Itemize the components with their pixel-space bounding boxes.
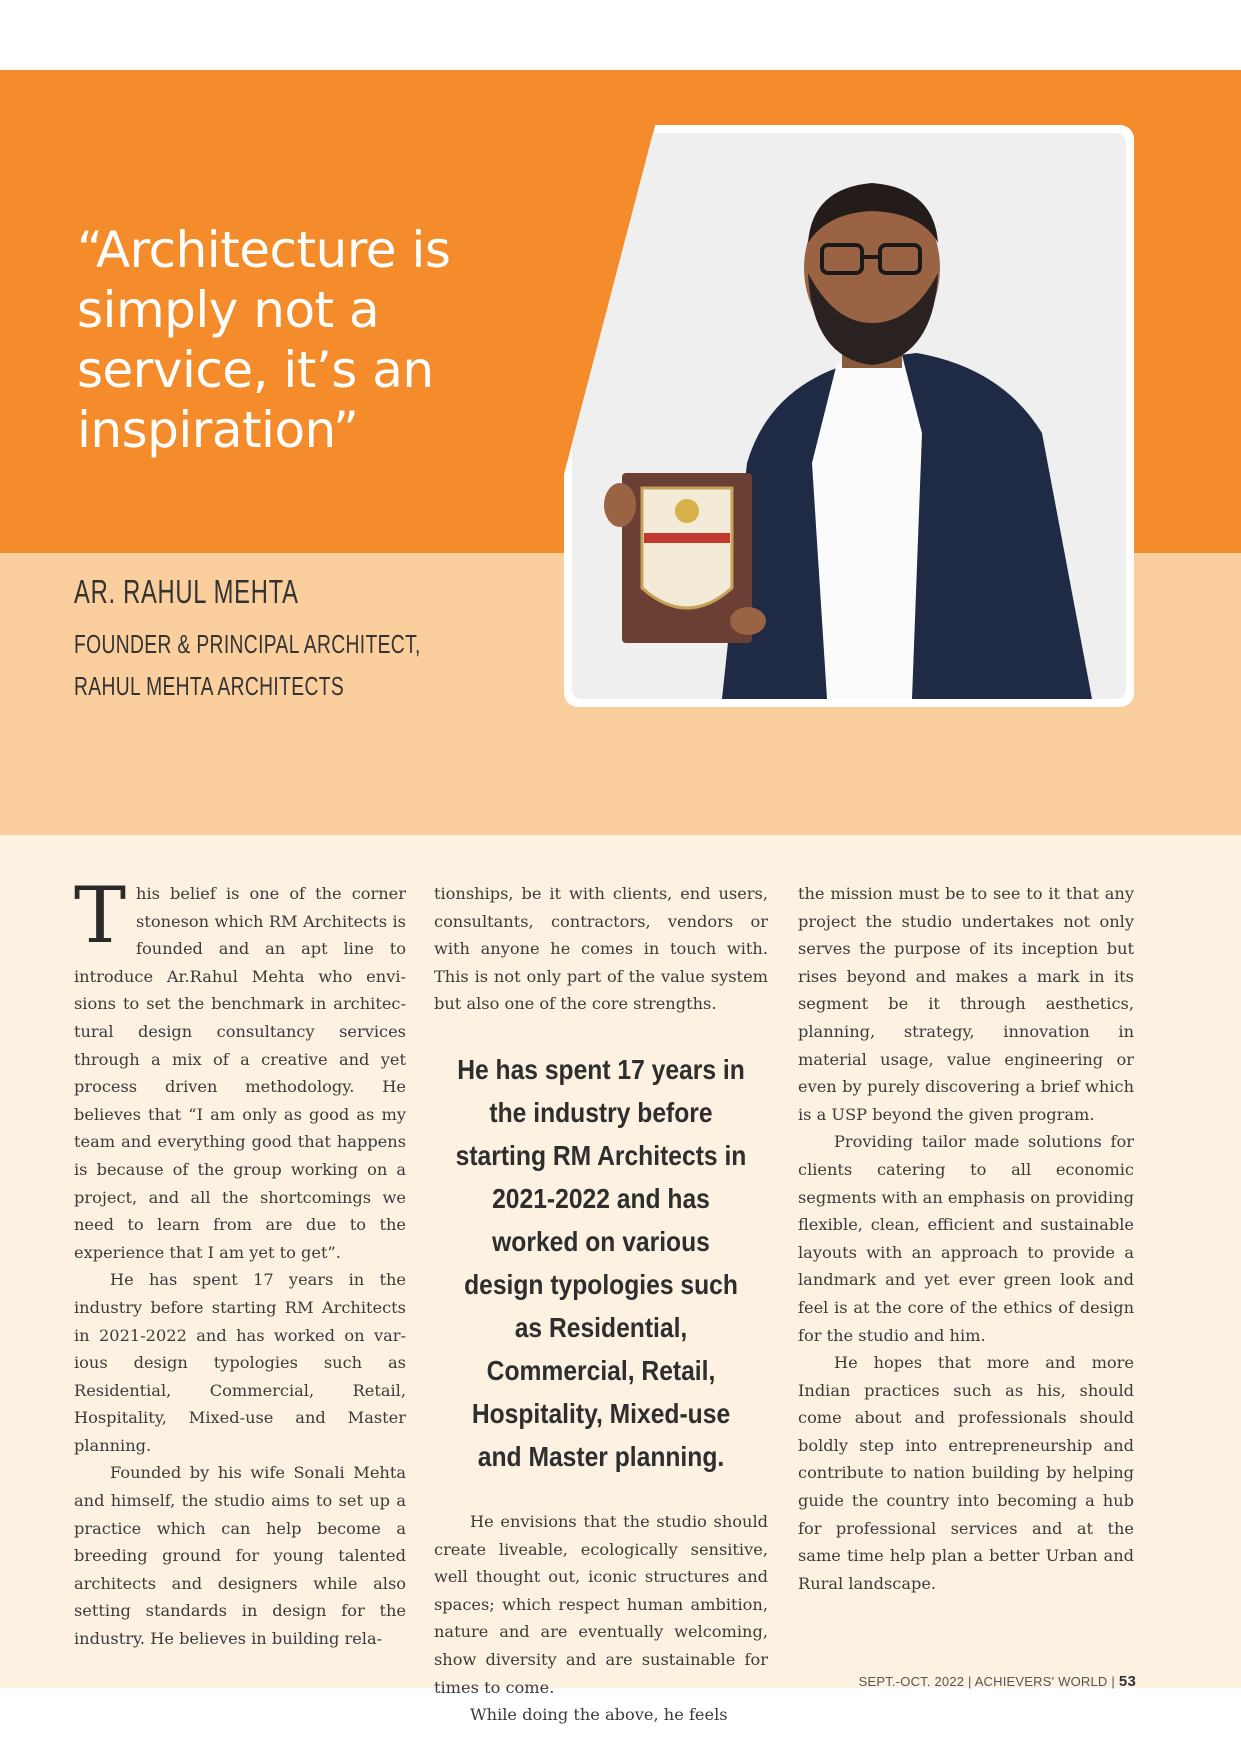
paragraph: He hopes that more and more Indian practices such as his, should come about and professionals should boldly step into entrepreneurship and contribute to nation building by helping guide the country into becoming a hub for professional services and at the same time help plan a better Urban and Rural landscape. bbox=[798, 1353, 1134, 1593]
article-column-3 bbox=[798, 880, 1134, 1597]
paragraph: Founded by his wife Sonali Mehta and himself, the studio aims to set up a practice which can help become a breeding ground for young talented architects and designers while also setting standards in design for the industry. He believes in building rela- bbox=[74, 1463, 406, 1649]
paragraph: his belief is one of the corner stoneson which RM Architects is founded and an apt line to introduce Ar.Rahul Mehta who envisions to set the benchmark in architectural design consultancy services through a mix of a creative and yet process driven methodology. He believes that “I am only as good as my team and everything good that happens is because of the group working on a project, and all the shortcomings we need to learn from are due to the experience that I am yet to get”. bbox=[74, 884, 406, 1262]
portrait-photo-icon bbox=[572, 133, 1126, 699]
portrait-photo bbox=[564, 125, 1134, 707]
page-footer bbox=[859, 1673, 1136, 1690]
article-column-1 bbox=[74, 871, 406, 1653]
drop-cap: T bbox=[74, 871, 127, 961]
paragraph: tionships, be it with clients, end users, consultants, contractors, vendors or with anyone he comes in touch with. This is not only part of the value system but also one of the core strengths. bbox=[434, 884, 768, 1014]
paragraph: Providing tailor made solutions for clients catering to all economic segments with an emphasis on providing flexible, clean, efficient and sustainable layouts with an approach to provide a landmark and yet ever green look and feel is at the core of the ethics of design for the studio and him. bbox=[798, 1132, 1135, 1345]
paragraph: He envisions that the studio should create liveable, ecologically sensitive, well thought out, iconic structures and spaces; which respect human ambition, nature and are eventually welcoming, show diversity and are sustainable for times to come. bbox=[434, 1511, 768, 1697]
page-number: 53 bbox=[1118, 1673, 1136, 1690]
paragraph: While doing the above, he feels bbox=[470, 1705, 728, 1725]
footer-text: SEPT.-OCT. 2022 | ACHIEVERS' WORLD | bbox=[858, 1674, 1115, 1689]
paragraph: the mission must be to see to it that any project the studio undertakes not only serves the purpose of its inception but rises beyond and makes a mark in its segment be it through aesthetics, planning, strategy, innovation in material usage, value engineering or even by purely discovering a brief which is a USP beyond the given program. bbox=[798, 884, 1134, 1124]
pull-quote: He has spent 17 years in the industry before starting RM Architects in 2021-2022 and has worked on various design typologies such as Residential, Commercial, Retail, Hospitality, Mixed-use and Master planning. bbox=[455, 1053, 747, 1472]
magazine-page bbox=[0, 70, 1241, 1725]
paragraph: He has spent 17 years in the industry before starting RM Architects in 2021-2022 and has worked on various design typologies such as Residential, Commercial, Retail, Hospitality, Mixed-use and Master planning. bbox=[74, 1270, 406, 1455]
article-column-2 bbox=[434, 880, 768, 1729]
headline-quote: “Architecture is simply not a service, it’s an inspiration” bbox=[77, 221, 451, 459]
author-role: FOUNDER & PRINCIPAL ARCHITECT, RAHUL MEHTA ARCHITECTS bbox=[74, 629, 421, 701]
author-name: AR. RAHUL MEHTA bbox=[74, 573, 299, 610]
